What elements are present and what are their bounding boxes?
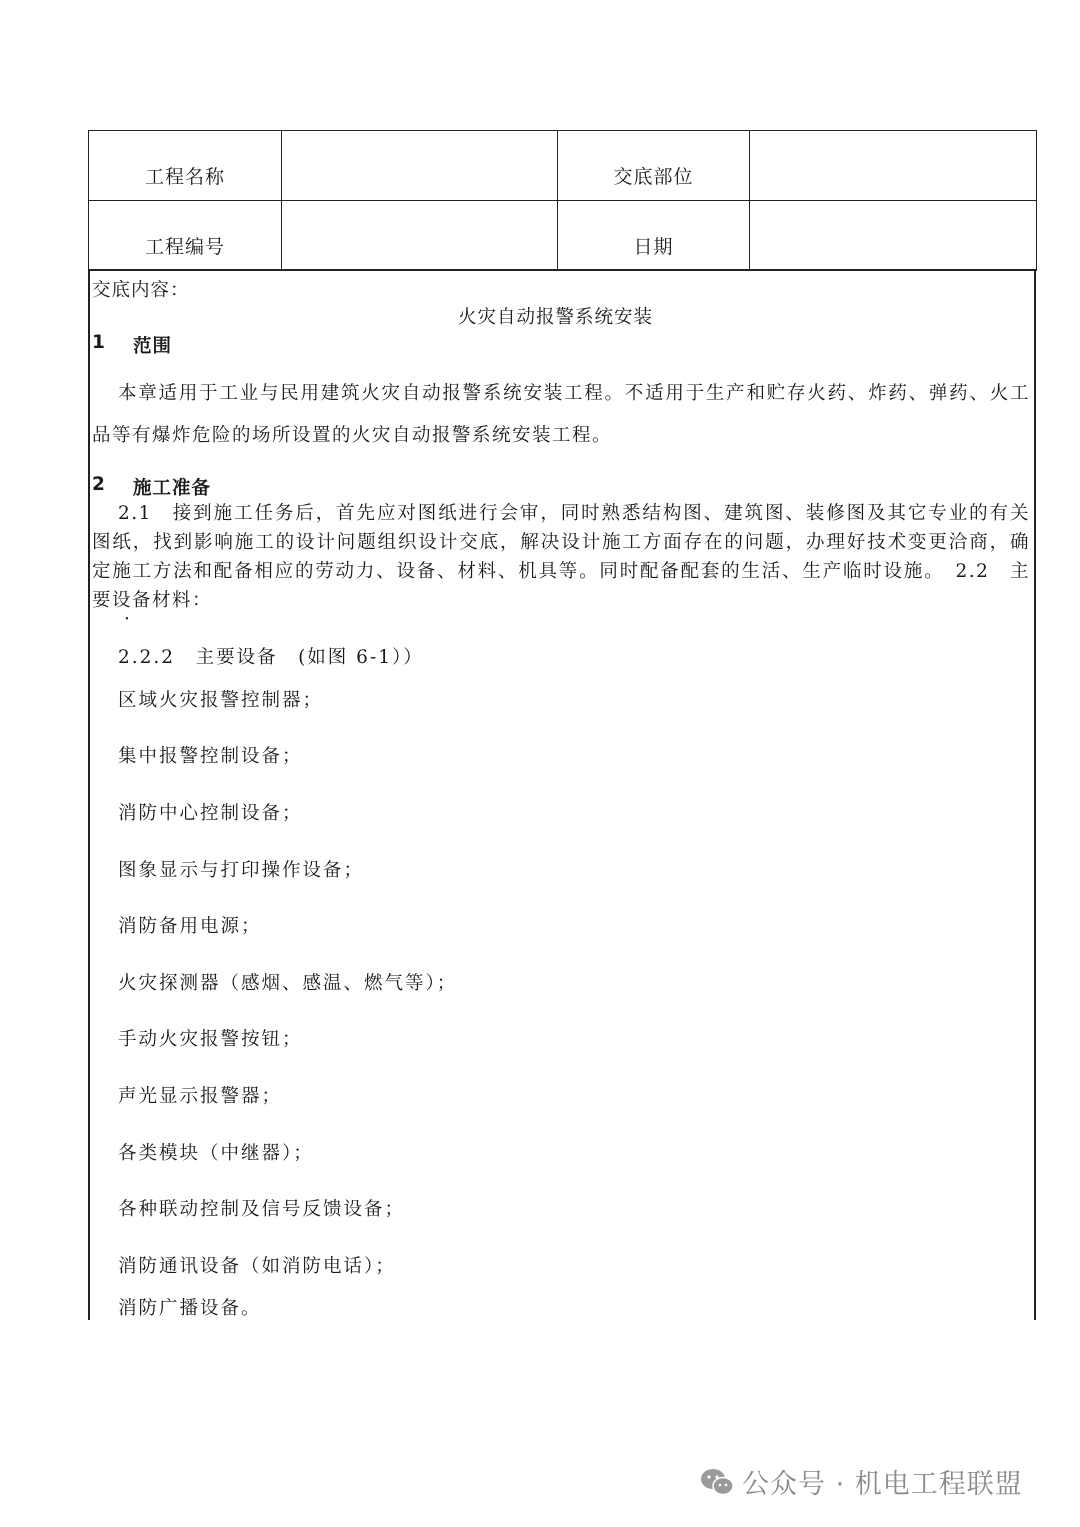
document-title: 火灾自动报警系统安装 [458,307,654,328]
equipment-item: 图象显示与打印操作设备； [118,860,365,881]
watermark-text: 公众号 · 机电工程联盟 [742,1469,1023,1500]
section1-number: 1 [92,332,106,353]
header-table [88,130,1037,271]
section2-title: 施工准备 [133,478,212,499]
date-value[interactable] [750,200,1037,270]
project-number-label: 工程编号 [89,200,282,270]
frame-right-border [1034,270,1036,1320]
project-name-label: 工程名称 [89,131,282,201]
disclosure-location-value[interactable] [750,131,1037,201]
disclosure-location-label: 交底部位 [558,131,750,201]
section2-1-text: 2.1 接到施工任务后，首先应对图纸进行会审，同时熟悉结构图、建筑图、装修图及其它专业的有关图纸，找到影响施工的设计问题组织设计交底，解决设计施工方面存在的问题，办理好技术变更洽商，确定施工方法和配备相应的劳动力、设备、材料、机具等。同时配备配套的生活、生产临时设施。 2.2 主要设备材料： [92,503,1030,611]
equipment-item: 消防通讯设备（如消防电话）； [118,1256,396,1277]
wechat-icon [700,1467,734,1497]
section1-title: 范围 [133,336,173,357]
watermark [700,1462,1023,1501]
project-number-value[interactable] [282,200,558,270]
equipment-item: 各类模块（中继器）； [118,1143,314,1164]
section1-text: 本章适用于工业与民用建筑火灾自动报警系统安装工程。不适用于生产和贮存火药、炸药、弹药、火工品等有爆炸危险的场所设置的火灾自动报警系统安装工程。 [92,383,1030,446]
section2-2-2-heading: 2.2.2 主要设备 (如图 6-1）） [118,647,424,668]
equipment-item: 火灾探测器（感烟、感温、燃气等）； [118,973,458,994]
equipment-item: 集中报警控制设备； [118,746,303,767]
equipment-item: 各种联动控制及信号反馈设备； [118,1199,406,1220]
date-label: 日期 [558,200,750,270]
header-row-2 [89,200,1037,270]
project-name-value[interactable] [282,131,558,201]
frame-left-border [88,270,90,1320]
content-label: 交底内容： [92,280,190,301]
equipment-item: 消防备用电源； [118,916,262,937]
equipment-item: 手动火灾报警按钮； [118,1029,303,1050]
equipment-item: 声光显示报警器； [118,1086,283,1107]
header-row-1 [89,131,1037,201]
equipment-item: 消防中心控制设备； [118,803,303,824]
equipment-item: 区域火灾报警控制器； [118,690,324,711]
section2-number: 2 [92,474,106,495]
bullet: · [124,609,131,630]
equipment-item: 消防广播设备。 [118,1298,262,1319]
